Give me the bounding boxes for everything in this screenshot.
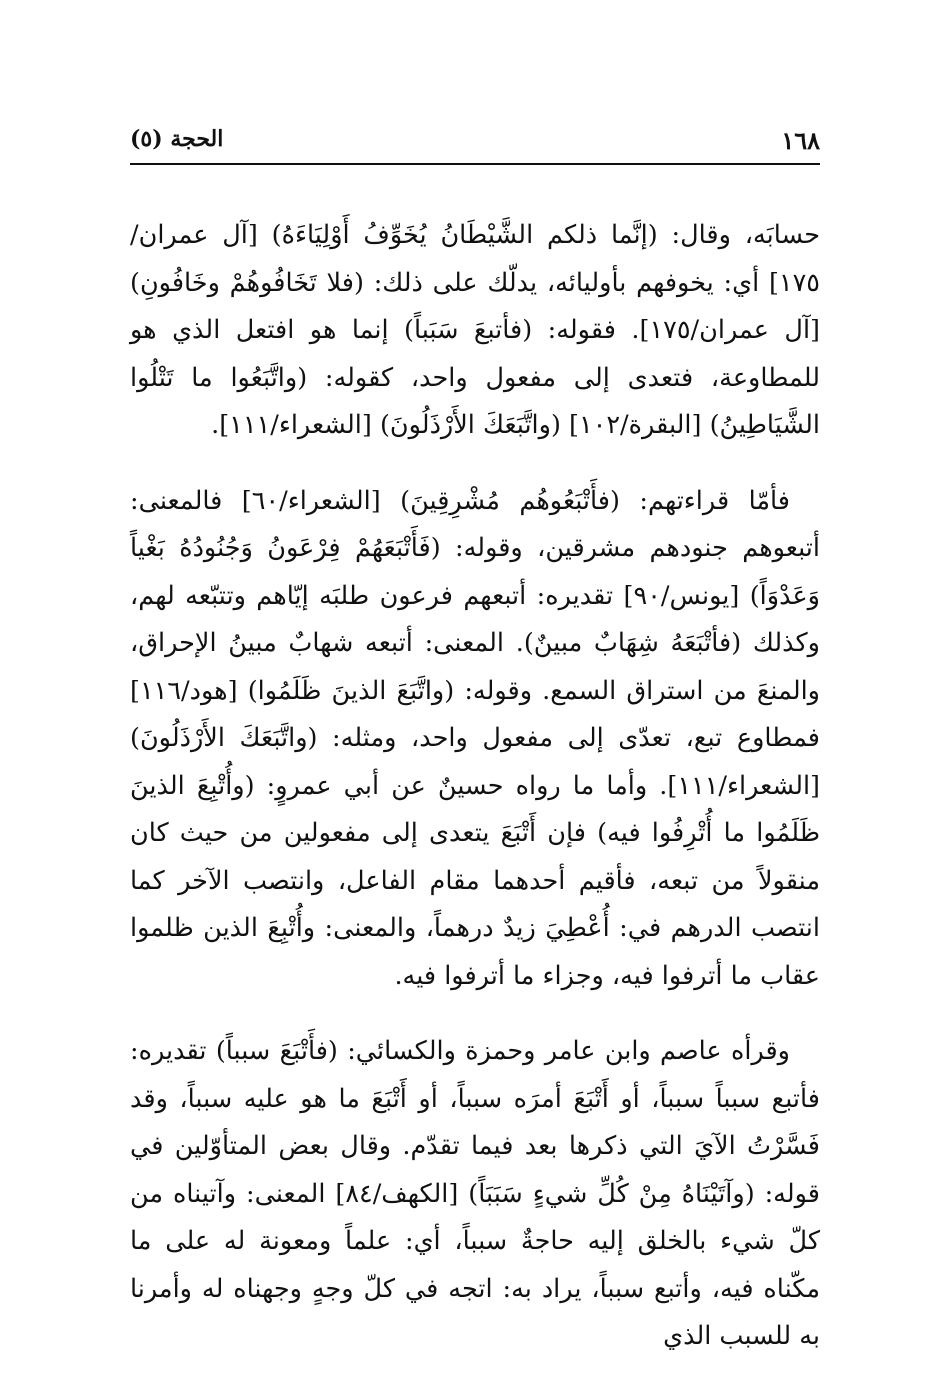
paragraph-2: فأمّا قراءتهم: (فأَتْبَعُوهُم مُشْرِقِينَ) [الشعراء/٦٠] فالمعنى: أتبعوهم جنودهم مشرقين، وقوله: (فَأَتْبَعَهُمْ فِرْعَونُ وَجُنُودُهُ بَغْياً وَعَدْوَاً) [يونس/٩٠] تقديره: أتبعهم فرعون طلبَه إيّاهم وتتبّعه لهم، وكذلك (فأتْبَعَهُ شِهَابٌ مبينٌ). المعنى: أتبعه شهابٌ مبينُ الإحراق، والمنعَ من استراق السمع. وقوله: (واتَّبَعَ الذينَ ظَلَمُوا) [هود/١١٦] فمطاوع تبع، تعدّى إلى مفعول واحد، ومثله: (واتَّبَعَكَ الأَرْذَلُونَ) [الشعراء/١١١]. وأما ما رواه حسينٌ عن أبي عمروٍ: (وأُتْبِعَ الذينَ ظَلَمُوا ما أُتْرِفُوا فيه) فإن أَتْبَعَ يتعدى إلى مفعولين من حيث كان منقولاً من تبعه، فأقيم أحدهما مقام الفاعل، وانتصب الآخر كما انتصب الدرهم في: أُعْطِيَ زيدٌ درهماً، والمعنى: وأُتْبِعَ الذين ظلموا عقاب ما أترفوا فيه، وجزاء ما أترفوا فيه.: [130, 485, 820, 991]
paragraph-3: وقرأه عاصم وابن عامر وحمزة والكسائي: (فأَتْبَعَ سبباً) تقديره: فأتبع سبباً سبباً، أو أَتْبَعَ أمرَه سبباً، أو أَتْبَعَ ما هو عليه سبباً، وقد فَسَّرْتُ الآيَ التي ذكرها بعد فيما تقدّم. وقال بعض المتأوّلين في قوله: (وآتَيْنَاهُ مِنْ كُلِّ شيءٍ سَبَبَاً) [الكهف/٨٤] المعنى: وآتيناه من كلّ شيء بالخلق إليه حاجةٌ سبباً، أي: علماً ومعونة له على ما مكّناه فيه، وأتبع سبباً، يراد به: اتجه في كلّ وجهٍ وجهناه له وأمرنا به للسبب الذي: [130, 1036, 820, 1351]
running-title: الحجة (٥): [130, 126, 224, 152]
page-number: ١٦٨: [781, 126, 820, 155]
page-header: [130, 118, 820, 158]
paragraph-1: حسابَه، وقال: (إنَّما ذلكم الشَّيْطَانُ يُخَوِّفُ أَوْلِيَاءَهُ) [آل عمران/١٧٥] أي: يخوفهم بأوليائه، يدلّك على ذلك: (فلا تَخَافُوهُمْ وخَافُونِ) [آل عمران/١٧٥]. فقوله: (فأتبعَ سَبَباً) إنما هو افتعل الذي هو للمطاوعة، فتعدى إلى مفعول واحد، كقوله: (واتَّبَعُوا ما تَتْلُوا الشَّيَاطِينُ) [البقرة/١٠٢] (واتَّبَعَكَ الأَرْذَلُونَ) [الشعراء/١١١].: [130, 220, 820, 440]
body-text: [130, 212, 820, 1361]
header-divider: [130, 163, 820, 165]
